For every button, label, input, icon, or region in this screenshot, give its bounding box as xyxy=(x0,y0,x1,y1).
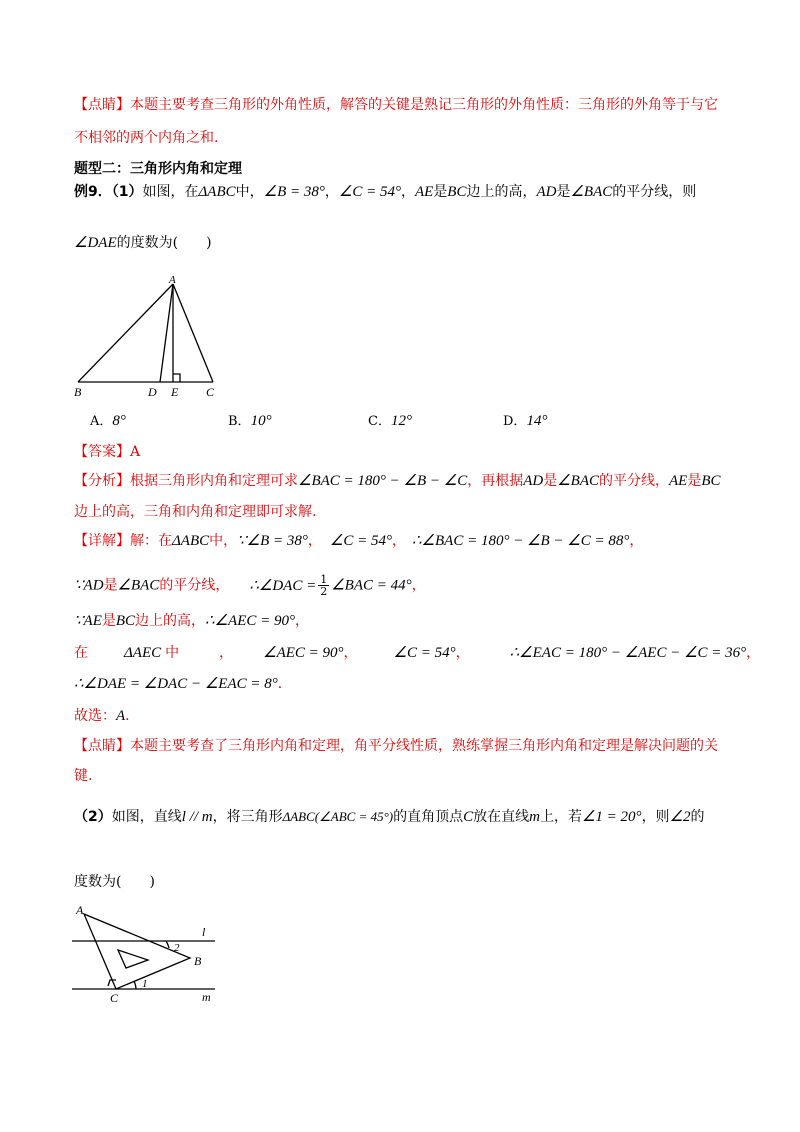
detail-math: BC xyxy=(115,613,136,629)
answer-blank: ( ) xyxy=(116,874,155,890)
figure-parallel-lines xyxy=(70,900,230,1010)
figure-triangle-abc xyxy=(70,272,230,402)
answer-tag: 【答案】 xyxy=(74,444,130,460)
detail-text: 中， xyxy=(209,533,238,549)
detail-line4 xyxy=(74,644,761,662)
detail-text: 边上的高， xyxy=(135,613,206,629)
comment-line2: 键. xyxy=(74,768,93,784)
right-angle-mark xyxy=(173,374,180,382)
stem-text: ，则 xyxy=(641,809,670,825)
detail-text: ， xyxy=(629,533,644,549)
option-value: 12° xyxy=(390,413,412,429)
stem-text: 的直角顶点 xyxy=(393,809,464,825)
stem-text: 度数为 xyxy=(74,874,116,890)
analysis-line1 xyxy=(74,472,721,490)
detail-math: ∵AD xyxy=(74,577,104,594)
detail-text: 解：在 xyxy=(130,533,172,549)
comment-text: 本题主要考查了三角形内角和定理，角平分线性质，熟练掌握三角形内角和定理是解决问题的关 xyxy=(130,738,718,754)
detail-math: ∴∠DAE = ∠DAC − ∠EAC = 8° xyxy=(74,676,278,692)
stem-sep: ， xyxy=(400,184,415,200)
detail-text: ， xyxy=(392,533,406,549)
detail-math: ∴∠EAC = 180° − ∠AEC − ∠C = 36° xyxy=(509,645,747,661)
fraction-half xyxy=(318,574,329,597)
detail-math: ΔABC xyxy=(172,533,210,549)
detail-math: ∠C = 54° xyxy=(393,645,456,661)
detail-line3 xyxy=(74,612,309,630)
angle-1: ∠1 = 20° xyxy=(581,809,642,825)
label-angle-2: 2 xyxy=(174,942,180,954)
fraction-num: 1 xyxy=(320,573,328,586)
label-m: m xyxy=(202,990,211,1004)
triangle-abc: ΔABC xyxy=(198,184,236,200)
analysis-ae: AE xyxy=(669,473,688,489)
detail-text: 是 xyxy=(103,577,118,594)
lines-parallel: l // m xyxy=(181,809,213,825)
segment-ab xyxy=(78,284,173,382)
option-b xyxy=(228,412,272,431)
detail-text: ， xyxy=(343,645,358,661)
triangle-abc-45: ΔABC(∠ABC = 45°) xyxy=(282,809,394,824)
analysis-equation: ∠BAC = 180° − ∠B − ∠C xyxy=(298,473,468,489)
prev-comment-text1: 本题主要考查三角形的外角性质，解答的关键是熟记三角形的外角性质：三角形的外角等于与它 xyxy=(130,97,718,113)
angle-c: ∠C = 54° xyxy=(338,184,401,200)
option-letter: A． xyxy=(90,414,113,429)
stem-text: 边上的高， xyxy=(466,184,537,200)
detail-text: ， xyxy=(307,533,322,549)
detail-math: ∴∠DAC = xyxy=(249,577,317,594)
prev-comment-line2 xyxy=(74,129,218,147)
answer-value: A xyxy=(130,444,141,460)
label-angle-1: 1 xyxy=(142,978,148,990)
detail-math: ΔAEC xyxy=(124,645,162,661)
detail-text: 是 xyxy=(101,613,116,629)
detail-line5 xyxy=(74,675,292,693)
choose-line xyxy=(74,707,139,725)
analysis-text: 的平分线， xyxy=(599,473,669,489)
detail-text: ， xyxy=(219,645,234,661)
detail-math: ∴∠BAC = 180° − ∠B − ∠C = 88° xyxy=(412,533,630,549)
analysis-tag: 【分析】 xyxy=(74,473,130,489)
stem-text: 如图，直线 xyxy=(111,809,182,825)
option-value: 8° xyxy=(112,413,126,429)
label-a: A xyxy=(169,274,176,286)
stem-text: 是 xyxy=(556,184,571,200)
choose-text: 故选： xyxy=(74,708,116,724)
option-letter: B． xyxy=(228,414,251,429)
analysis-text: 是 xyxy=(687,473,702,489)
choose-value: A xyxy=(116,708,126,724)
detail-line2 xyxy=(74,574,426,597)
answer-blank: ( ) xyxy=(172,235,212,251)
detail-text: ， xyxy=(411,577,426,594)
comment-line1 xyxy=(74,737,718,755)
option-value: 10° xyxy=(250,413,272,429)
example-label: 例9． xyxy=(74,184,112,200)
label-l: l xyxy=(202,925,206,939)
inner-triangle xyxy=(118,950,148,968)
detail-text: ， xyxy=(455,645,470,661)
detail-math: ∠BAC xyxy=(117,577,160,594)
analysis-bac: ∠BAC xyxy=(557,473,599,489)
option-letter: D． xyxy=(503,414,527,429)
choose-text: ． xyxy=(125,708,140,724)
detail-math: ∠C = 54° xyxy=(329,533,392,549)
option-c xyxy=(368,412,412,431)
analysis-text: ，再根据 xyxy=(467,473,524,489)
stem-sep: ， xyxy=(324,184,339,200)
detail-math: ∵∠B = 38° xyxy=(237,533,308,549)
segment-ac xyxy=(173,284,213,382)
part2-stem-line2 xyxy=(74,873,155,891)
segment-ae: AE xyxy=(414,184,434,200)
part2-number: （2） xyxy=(74,809,112,825)
label-e: E xyxy=(171,385,179,399)
stem-text: ，将三角形 xyxy=(212,809,283,825)
label-b: B xyxy=(74,385,82,399)
answer-line xyxy=(74,443,140,461)
analysis-text: 根据三角形内角和定理可求 xyxy=(130,473,298,489)
option-value: 14° xyxy=(526,413,548,429)
comment-tag: 【点睛】 xyxy=(74,738,130,754)
prev-comment-line1 xyxy=(74,96,718,114)
detail-text: 的平分线， xyxy=(159,577,230,594)
option-letter: C． xyxy=(368,414,391,429)
segment-ad xyxy=(160,284,173,382)
detail-math: ∠BAC = 44° xyxy=(331,577,412,594)
detail-text: ， xyxy=(295,613,309,629)
segment-ad: AD xyxy=(536,184,557,200)
section-title: 题型二：三角形内角和定理 xyxy=(74,161,242,177)
label-a: A xyxy=(76,903,84,917)
vertex-c: C xyxy=(463,809,474,825)
detail-math: ∵AE xyxy=(74,613,102,629)
stem-text: 中， xyxy=(235,184,264,200)
part1-number: （1） xyxy=(111,184,143,200)
detail-text: 中 xyxy=(165,645,180,661)
angle-2-arc xyxy=(166,941,169,948)
label-c: C xyxy=(110,991,119,1005)
analysis-ad: AD xyxy=(523,473,544,489)
stem-text: 是 xyxy=(433,184,448,200)
stem-text: 如图，在 xyxy=(142,184,199,200)
prev-comment-tag: 【点睛】 xyxy=(74,97,130,113)
analysis-text: 是 xyxy=(543,473,558,489)
detail-math: ∴∠AEC = 90° xyxy=(205,613,295,629)
example9-stem-line2 xyxy=(74,234,212,252)
detail-tag: 【详解】 xyxy=(74,533,130,549)
detail-text: 在 xyxy=(74,645,88,661)
stem-text: 的平分线，则 xyxy=(612,184,697,200)
label-d: D xyxy=(148,385,157,399)
example9-stem-line1 xyxy=(74,183,696,201)
option-a xyxy=(90,412,126,431)
angle-dae: ∠DAE xyxy=(74,235,117,251)
detail-text: ， xyxy=(746,645,761,661)
detail-line1 xyxy=(74,532,643,550)
prev-comment-text2: 不相邻的两个内角之和. xyxy=(74,130,219,146)
label-b: B xyxy=(194,954,202,968)
label-c: C xyxy=(206,385,215,399)
angle-2: ∠2 xyxy=(669,809,691,825)
analysis-bc: BC xyxy=(701,473,721,489)
detail-math: ∠AEC = 90° xyxy=(263,645,344,661)
segment-bc: BC xyxy=(447,184,467,200)
stem-text: 放在直线 xyxy=(473,809,530,825)
line-m: m xyxy=(529,809,540,825)
stem-text: 的度数为 xyxy=(116,235,173,251)
detail-text: ． xyxy=(277,676,292,692)
angle-b: ∠B = 38° xyxy=(263,184,325,200)
part2-stem-line1 xyxy=(74,808,705,826)
stem-text: 上，若 xyxy=(539,809,582,825)
analysis-line2: 边上的高，三角和内角和定理即可求解. xyxy=(74,504,317,520)
fraction-den: 2 xyxy=(320,585,328,598)
option-d xyxy=(503,412,547,431)
angle-bac: ∠BAC xyxy=(570,184,613,200)
angle-1-arc xyxy=(134,981,136,989)
stem-text: 的 xyxy=(690,809,705,825)
